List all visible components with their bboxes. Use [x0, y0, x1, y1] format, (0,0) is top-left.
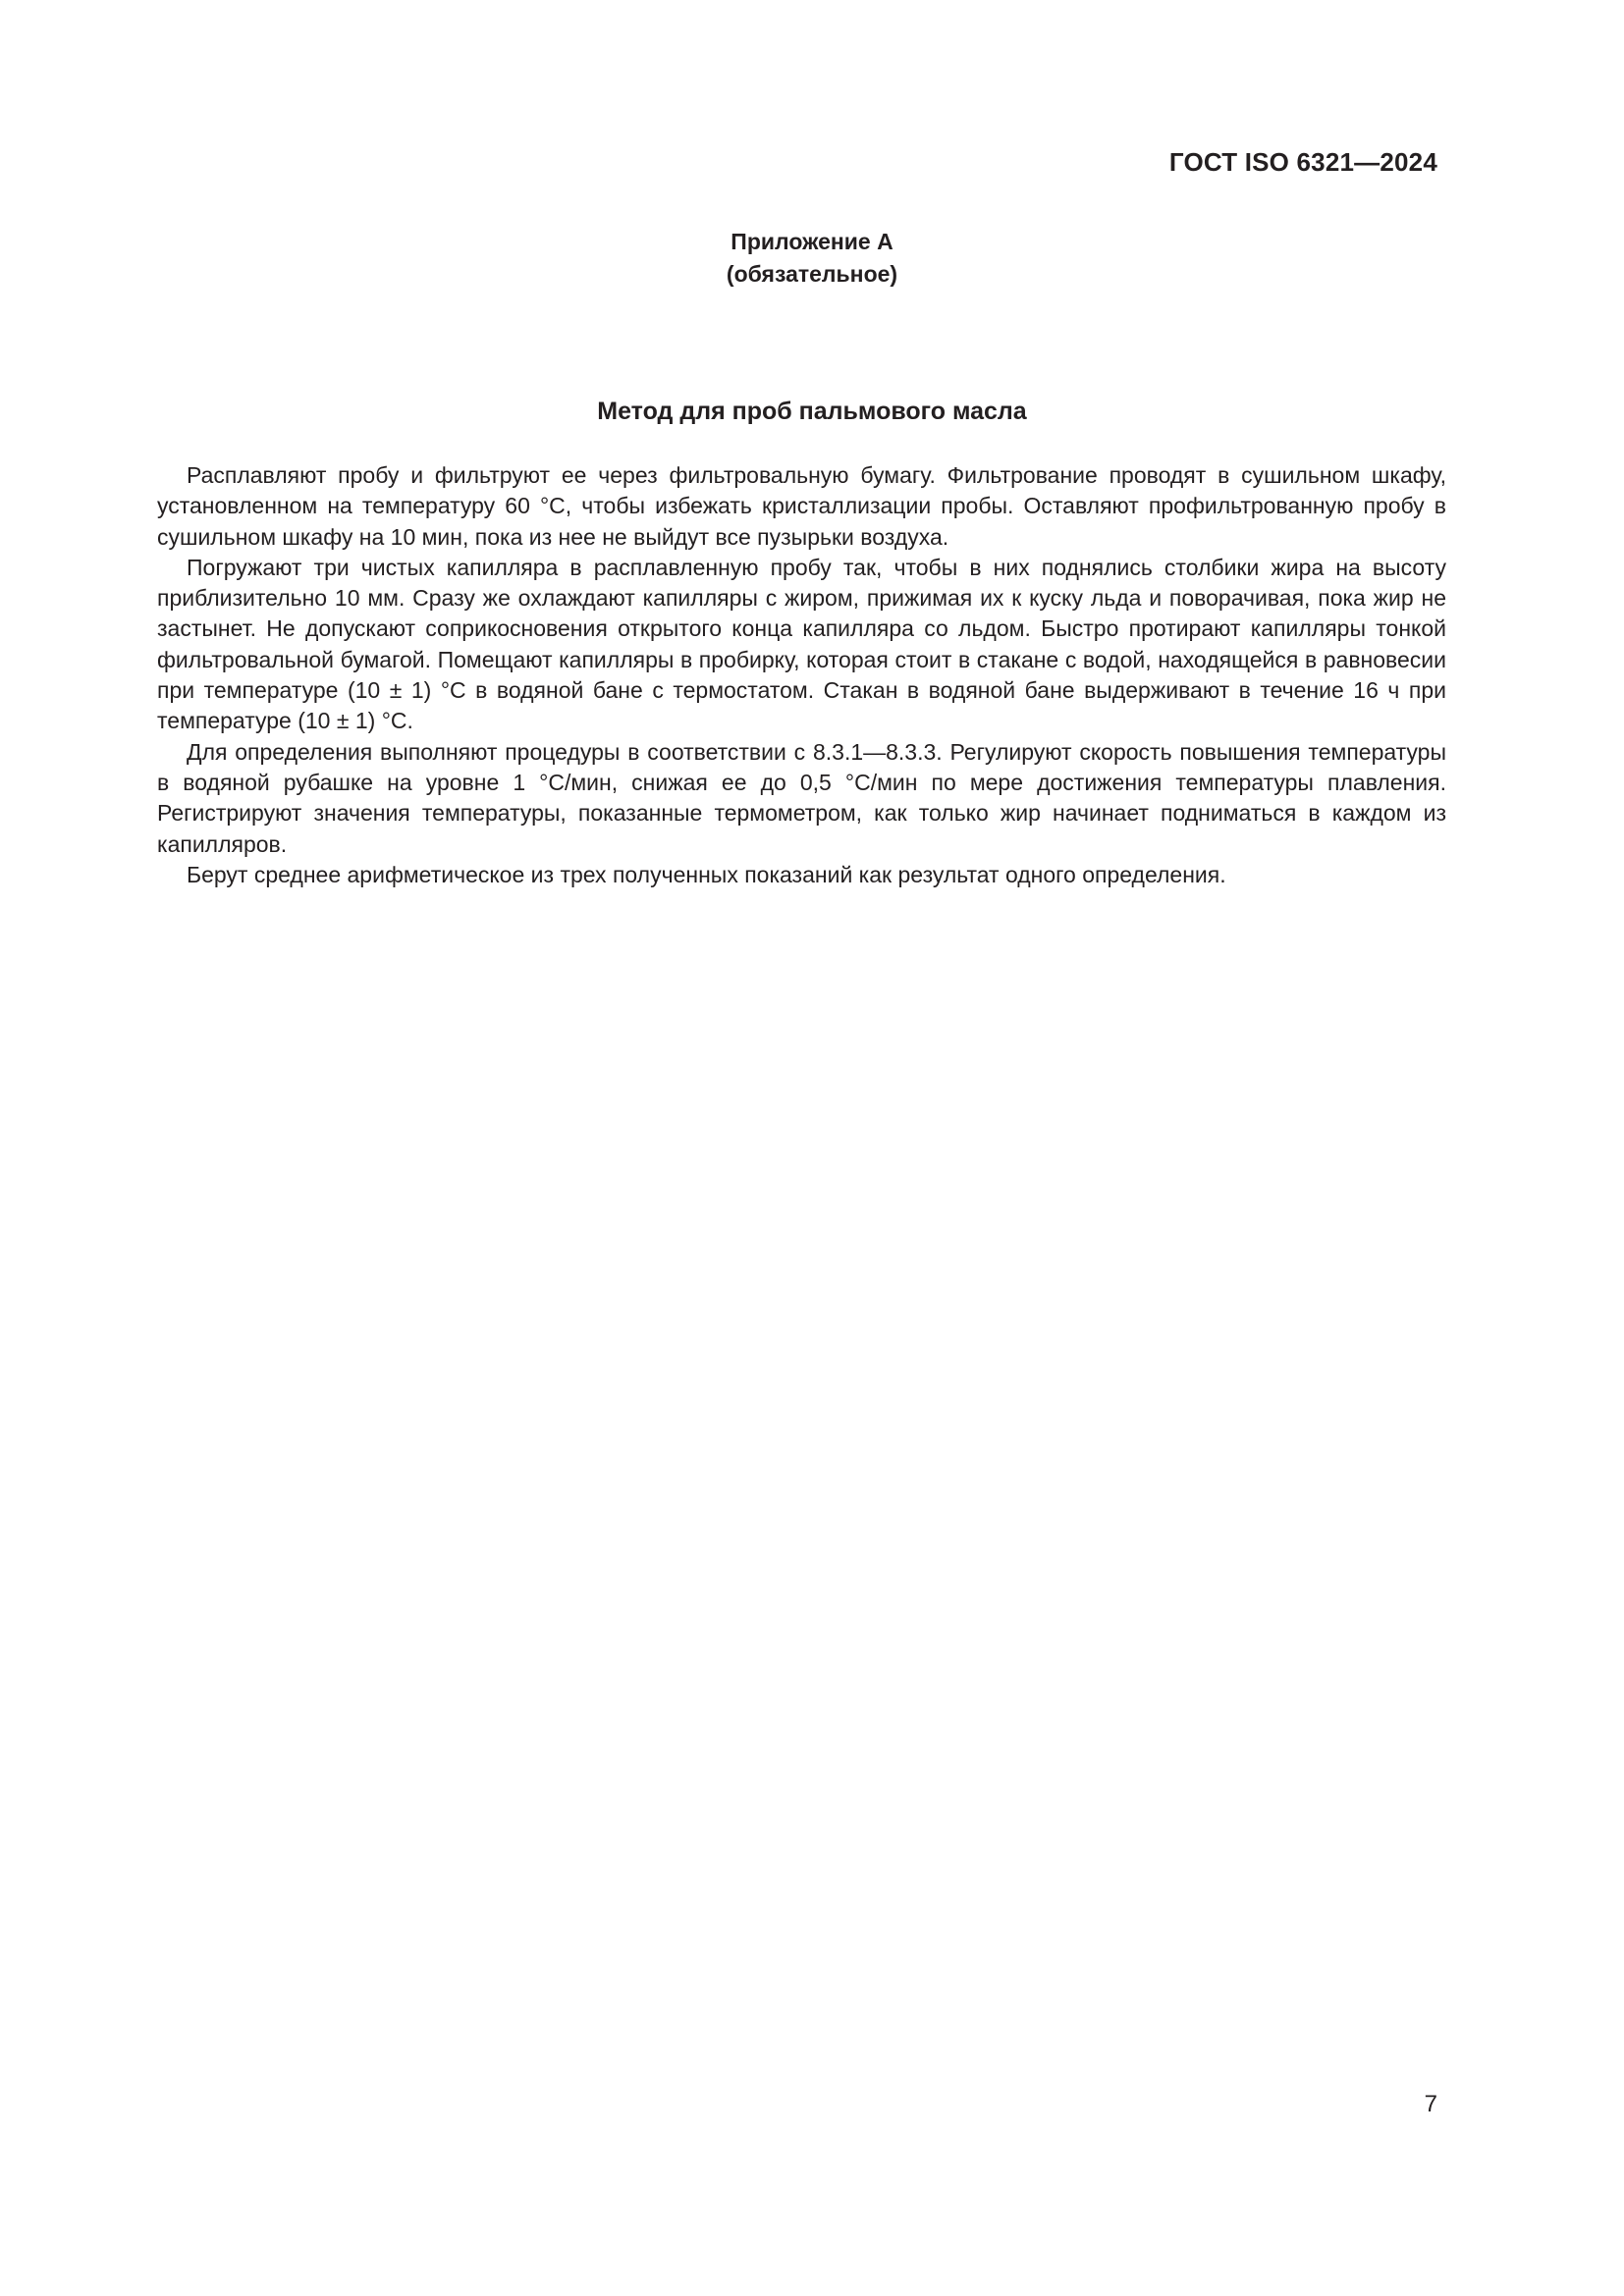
body-text [157, 460, 1446, 890]
annex-status: (обязательное) [726, 261, 898, 287]
annex-heading [0, 226, 1624, 291]
paragraph: Расплавляют пробу и фильтруют ее через фильтровальную бумагу. Фильтрование проводят в сушильном шкафу, установленном на температуру 60 °С, чтобы избежать кристаллизации пробы. Оставляют профильтрованную пробу в сушильном шкафу на 10 мин, пока из нее не выйдут все пузырьки воздуха. [157, 462, 1446, 550]
section-title: Метод для проб пальмового масла [597, 398, 1027, 425]
paragraph: Берут среднее арифметическое из трех полученных показаний как результат одного определения. [187, 861, 1226, 887]
annex-title: Приложение А [731, 229, 893, 254]
paragraph: Погружают три чистых капилляра в расплавленную пробу так, чтобы в них поднялись столбики жира на высоту приблизительно 10 мм. Сразу же охлаждают капилляры с жиром, прижимая их к куску льда и поворачивая, пока жир не застынет. Не допускают соприкосновения открытого конца капилляра со льдом. Быстро протирают капилляры тонкой фильтровальной бумагой. Помещают капилляры в пробирку, которая стоит в стакане с водой, находящейся в равновесии при температуре (10 ± 1) °С в водяной бане с термостатом. Стакан в водяной бане выдерживают в течение 16 ч при температуре (10 ± 1) °С. [157, 554, 1446, 734]
paragraph: Для определения выполняют процедуры в соответствии с 8.3.1—8.3.3. Регулируют скорость повышения температуры в водяной рубашке на уровне 1 °С/мин, снижая ее до 0,5 °С/мин по мере достижения температуры плавления. Регистрируют значения температуры, показанные термометром, как только жир начинает подниматься в каждом из капилляров. [157, 738, 1446, 857]
page-number: 7 [1424, 2091, 1437, 2117]
document-code: ГОСТ ISO 6321—2024 [1168, 147, 1437, 177]
